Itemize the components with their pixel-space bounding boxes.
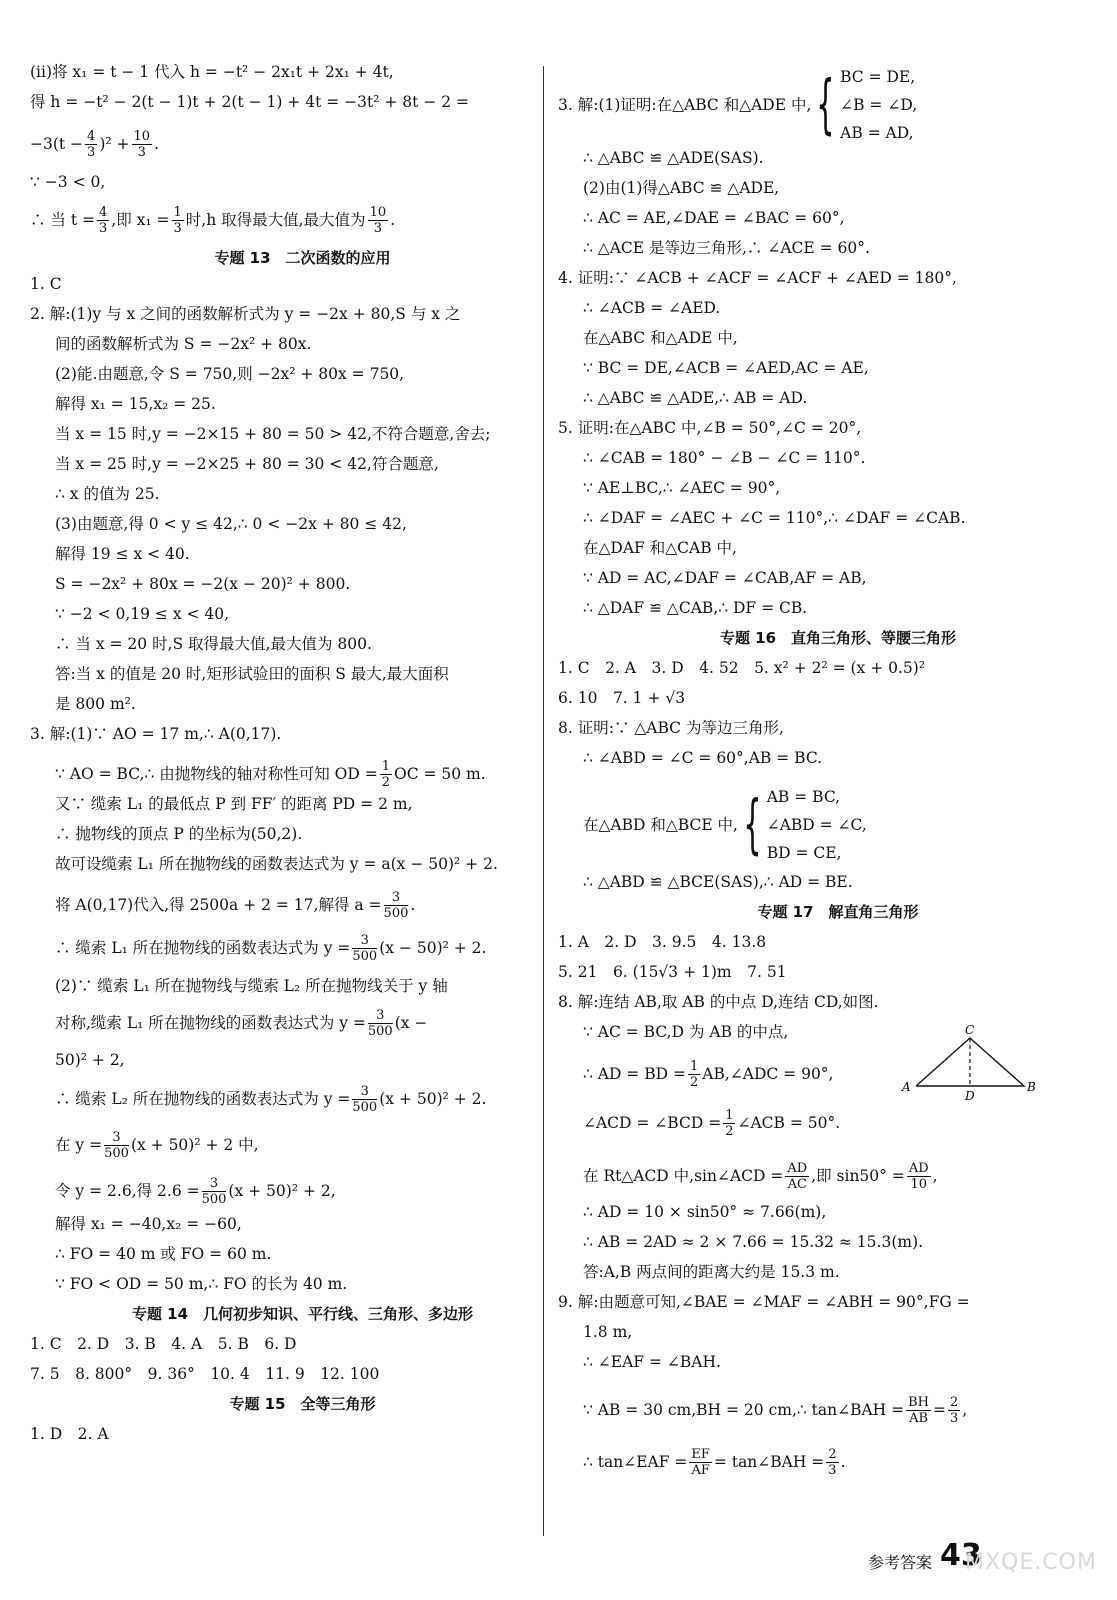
line: ∴ △ABC ≌ △ADE,∴ AB = AD. [583,389,808,407]
line: ∴ △ABD ≌ △BCE(SAS),∴ AD = BE. [583,873,853,891]
line: ∵ FO < OD = 50 m,∴ FO 的长为 40 m. [55,1275,348,1293]
label-d: D [965,1089,975,1102]
fraction: $\frac{3}{500}$ [367,1007,393,1039]
fraction: $\frac{1}{3}$ [173,204,182,236]
line: 是 800 m². [55,695,136,713]
line: 解得 19 ≤ x < 40. [55,545,190,563]
fraction: $\frac{AD}{10}$ [908,1160,929,1192]
fraction: $\frac{EF}{AF}$ [691,1446,710,1478]
fraction: $\frac{10}{3}$ [369,204,387,236]
left-column [30,62,535,1454]
line: ∵ −3 < 0, [30,173,106,191]
label-b: B [1027,1080,1036,1094]
line: (2)由(1)得△ABC ≌ △ADE, [583,179,780,197]
system-brace: { BC = DE, ∠B = ∠D, AB = AD, [816,68,918,142]
fraction: $\frac{3}{500}$ [383,889,409,921]
line: 得 h = −t² − 2(t − 1)t + 2(t − 1) + 4t = −3t² + 8t − 2 = [30,93,469,111]
line: 5. 21 6. (15√3 + 1)m 7. 51 [558,963,787,981]
line: ∴ 抛物线的顶点 P 的坐标为(50,2). [55,825,303,843]
line: ∴ AD = BD = $\frac{1}{2}$ AB,∠ADC = 90°, [583,1058,834,1090]
right-column [558,62,1078,1488]
fraction: $\frac{2}{3}$ [950,1394,959,1426]
line: ∴ ∠ABD = ∠C = 60°,AB = BC. [583,749,823,767]
line: ∴ AC = AE,∠DAE = ∠BAC = 60°, [583,209,845,227]
page-number: 43 [940,1538,982,1573]
line: ∴ ∠ACB = ∠AED. [583,299,721,317]
line: 解得 x₁ = −40,x₂ = −60, [55,1215,242,1233]
line: 3. 解:(1)∵ AO = 17 m,∴ A(0,17). [30,725,282,743]
line: 答:A,B 两点间的距离大约是 15.3 m. [583,1263,840,1281]
line: 6. 10 7. 1 + √3 [558,689,686,707]
line: −3(t − $\frac{4}{3}$ )² + $\frac{10}{3}$ . [30,128,159,160]
line: 1.8 m, [583,1323,633,1341]
label-c: C [965,1023,975,1037]
line: ∴ △DAF ≌ △CAB,∴ DF = CB. [583,599,808,617]
section-heading-16: 专题 16 直角三角形、等腰三角形 [719,629,957,647]
section-heading-13: 专题 13 二次函数的应用 [214,249,391,267]
line: 在△ABC 和△ADE 中, [583,329,738,347]
line: 当 x = 25 时,y = −2×25 + 80 = 30 < 42,符合题意, [55,455,439,473]
section-heading-17: 专题 17 解直角三角形 [757,903,919,921]
fraction: $\frac{1}{2}$ [689,1058,699,1090]
line: ∴ △ABC ≌ △ADE(SAS). [583,149,764,167]
fraction: $\frac{3}{500}$ [104,1129,129,1161]
line: ∴ ∠EAF = ∠BAH. [583,1353,721,1371]
label-a: A [902,1080,911,1094]
fraction: $\frac{3}{500}$ [352,1083,378,1115]
line: 2. 解:(1)y 与 x 之间的函数解析式为 y = −2x + 80,S 与 x 之 [30,305,461,323]
line: (ii)将 x₁ = t − 1 代入 h = −t² − 2x₁t + 2x₁ + 4t, [30,63,394,81]
column-divider [543,66,544,1536]
line: ∵ AE⊥BC,∴ ∠AEC = 90°, [583,479,781,497]
line: ∴ ∠CAB = 180° − ∠B − ∠C = 110°. [583,449,866,467]
line: 7. 5 8. 800° 9. 36° 10. 4 11. 9 12. 100 [30,1365,380,1383]
line: ∴ FO = 40 m 或 FO = 60 m. [55,1245,272,1263]
line: 又∵ 缆索 L₁ 的最低点 P 到 FF′ 的距离 PD = 2 m, [55,795,413,813]
watermark: MXQE.COM [965,1550,1097,1575]
line: ∵ AC = BC,D 为 AB 的中点, [583,1023,789,1041]
fraction: $\frac{1}{2}$ [381,758,390,790]
line: ∴ 缆索 L₂ 所在抛物线的函数表达式为 y = $\frac{3}{500}$ (x + 50)² + 2. [55,1083,487,1115]
line: ∵ BC = DE,∠ACB = ∠AED,AC = AE, [583,359,869,377]
line: ∵ AB = 30 cm,BH = 20 cm,∴ tan∠BAH = $\frac{BH}{AB}$ = $\frac{2}{3}$ , [583,1394,968,1426]
line: (3)由题意,得 0 < y ≤ 42,∴ 0 < −2x + 80 ≤ 42, [55,515,407,533]
line: 对称,缆索 L₁ 所在抛物线的函数表达式为 y = $\frac{3}{500}$ (x − [55,1007,428,1039]
fraction: $\frac{3}{500}$ [201,1175,227,1207]
fraction: $\frac{1}{2}$ [725,1107,734,1139]
fraction: $\frac{3}{500}$ [352,932,378,964]
fraction: $\frac{10}{3}$ [133,128,151,160]
fraction: $\frac{2}{3}$ [828,1446,837,1478]
line: 8. 解:连结 AB,取 AB 的中点 D,连结 CD,如图. [558,993,879,1011]
line: ∵ AO = BC,∴ 由抛物线的轴对称性可知 OD = $\frac{1}{2}$ OC = 50 m. [55,758,486,790]
fraction: $\frac{4}{3}$ [99,204,108,236]
system-brace: { AB = BC, ∠ABD = ∠C, BD = CE, [743,788,867,862]
line: (2)能.由题意,令 S = 750,则 −2x² + 80x = 750, [55,365,405,383]
line: 9. 解:由题意可知,∠BAE = ∠MAF = ∠ABH = 90°,FG = [558,1293,970,1311]
line: ∴ tan∠EAF = $\frac{EF}{AF}$ = tan∠BAH = $\frac{2}{3}$ . [583,1446,846,1478]
line: ∴ ∠DAF = ∠AEC + ∠C = 110°,∴ ∠DAF = ∠CAB. [583,509,966,527]
section-heading-14: 专题 14 几何初步知识、平行线、三角形、多边形 [131,1305,474,1323]
line: 令 y = 2.6,得 2.6 = $\frac{3}{500}$ (x + 50)² + 2, [55,1175,336,1207]
section-heading-15: 专题 15 全等三角形 [229,1395,376,1413]
line: 3. 解:(1)证明:在△ABC 和△ADE 中, { BC = DE, ∠B = ∠D, AB = AD, [558,62,1078,148]
line: ∴ AB = 2AD ≈ 2 × 7.66 = 15.32 ≈ 15.3(m). [583,1233,924,1251]
triangle-figure [898,1022,1048,1102]
line: 4. 证明:∵ ∠ACB + ∠ACF = ∠ACF + ∠AED = 180°, [558,269,957,287]
line: 5. 证明:在△ABC 中,∠B = 50°,∠C = 20°, [558,419,862,437]
line: 1. C 2. A 3. D 4. 52 5. x² + 2² = (x + 0.5)² [558,659,926,677]
line: 解得 x₁ = 15,x₂ = 25. [55,395,216,413]
line: ∠ACD = ∠BCD = $\frac{1}{2}$ ∠ACB = 50°. [583,1107,841,1139]
line: 8. 证明:∵ △ABC 为等边三角形, [558,719,784,737]
line: 答:当 x 的值是 20 时,矩形试验田的面积 S 最大,最大面积 [55,665,449,683]
line: ∴ 缆索 L₁ 所在抛物线的函数表达式为 y = $\frac{3}{500}$ (x − 50)² + 2. [55,932,487,964]
line: 1. D 2. A [30,1425,109,1443]
line: 50)² + 2, [55,1051,125,1069]
line: ∵ AD = AC,∠DAF = ∠CAB,AF = AB, [583,569,867,587]
line: S = −2x² + 80x = −2(x − 20)² + 800. [55,575,351,593]
line: 间的函数解析式为 S = −2x² + 80x. [55,335,312,353]
fraction: $\frac{BH}{AB}$ [908,1394,930,1426]
line: 1. C 2. D 3. B 4. A 5. B 6. D [30,1335,297,1353]
line: ∵ −2 < 0,19 ≤ x < 40, [55,605,230,623]
fraction: $\frac{AD}{AC}$ [787,1160,808,1192]
line: ∴ 当 x = 20 时,S 取得最大值,最大值为 800. [55,635,372,653]
line: 在 y = $\frac{3}{500}$ (x + 50)² + 2 中, [55,1129,259,1161]
line: 在△ABD 和△BCE 中, { AB = BC, ∠ABD = ∠C, BD = CE, [558,778,1078,872]
line: 1. A 2. D 3. 9.5 4. 13.8 [558,933,767,951]
line: 在△DAF 和△CAB 中, [583,539,737,557]
line: 在 Rt△ACD 中,sin∠ACD = $\frac{AD}{AC}$ ,即 sin50° = $\frac{AD}{10}$ , [583,1160,938,1192]
line: 故可设缆索 L₁ 所在抛物线的函数表达式为 y = a(x − 50)² + 2. [55,855,498,873]
line: ∴ △ACE 是等边三角形,∴ ∠ACE = 60°. [583,239,870,257]
footer-label: 参考答案 [868,1553,933,1572]
line: 将 A(0,17)代入,得 2500a + 2 = 17,解得 a = $\frac{3}{500}$ . [55,889,416,921]
line: ∴ 当 t = $\frac{4}{3}$ ,即 x₁ = $\frac{1}{3}$ 时,h 取得最大值,最大值为 $\frac{10}{3}$ . [30,204,396,236]
line: ∴ x 的值为 25. [55,485,160,503]
line: 当 x = 15 时,y = −2×15 + 80 = 50 > 42,不符合题意,舍去; [55,425,491,443]
line: ∴ AD = 10 × sin50° ≈ 7.66(m), [583,1203,827,1221]
line: 1. C [30,275,62,293]
fraction: $\frac{4}{3}$ [87,128,96,160]
line: (2)∵ 缆索 L₁ 所在抛物线与缆索 L₂ 所在抛物线关于 y 轴 [55,977,448,995]
